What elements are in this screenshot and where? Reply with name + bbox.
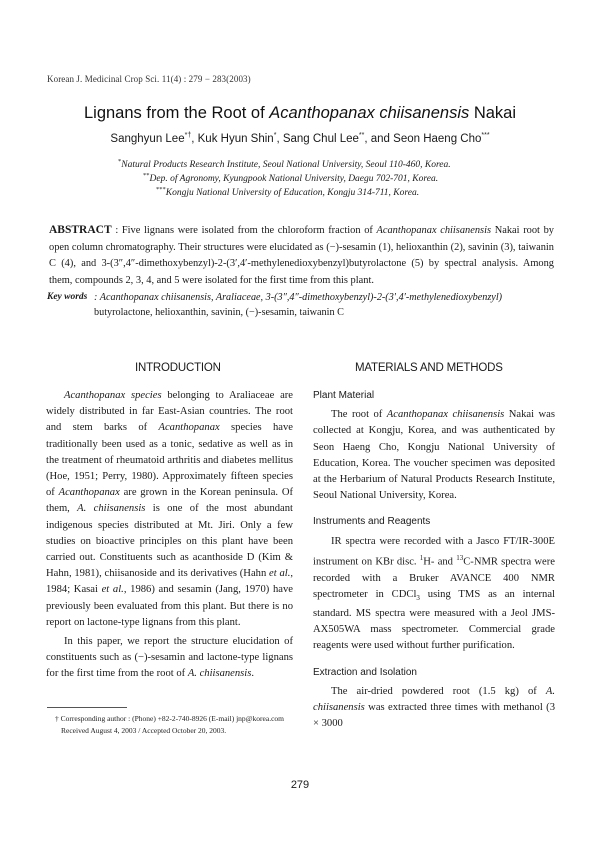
keywords-line <box>47 305 557 320</box>
species-text: Acanthopanax chiisanensis <box>386 409 505 421</box>
footnote-received: Received August 4, 2003 / Accepted October 20, 2003. <box>61 726 227 735</box>
abstract-label: ABSTRACT <box>49 224 112 236</box>
body-text: belonging to Araliaceae are widely distributed in far East-Asian countries. The root and stem barks of <box>46 390 294 434</box>
paper-title <box>0 104 600 123</box>
extraction-paragraph <box>313 684 555 733</box>
affiliation <box>156 183 419 200</box>
italic-text: et al. <box>269 568 291 580</box>
right-column <box>313 388 555 733</box>
author-name: Kuk Hyun Shin <box>197 133 274 145</box>
keywords <box>47 289 557 320</box>
instruments-paragraph <box>313 534 555 655</box>
body-text: The air-dried powdered root (1.5 kg) of <box>331 685 546 697</box>
species-text: A. chiisanensis <box>313 685 555 714</box>
intro-paragraph <box>46 634 293 683</box>
section-heading-introduction: INTRODUCTION <box>135 362 221 374</box>
journal-citation: Korean J. Medicinal Crop Sci. 11(4) : 279 − 283(2003) <box>47 74 251 84</box>
body-text: . <box>251 668 255 680</box>
subsection-heading-instruments: Instruments and Reagents <box>313 516 431 528</box>
affiliation-mark: *** <box>156 186 166 193</box>
body-text: is one of the most abundant indigenous species distributed at Mt. Jiri. Only a few studies on bioactive principles on this plant have been carried out. Constituents such as acanthoside D (Kim & Hahn, 1981), chiisanoside and its derivatives (Hahn <box>46 503 293 580</box>
subscript: 3 <box>416 593 420 602</box>
author-separator: , and <box>364 133 394 145</box>
abstract <box>49 222 554 289</box>
author-separator: , <box>276 133 283 145</box>
author-mark: *** <box>481 132 490 139</box>
subsection-heading-plant-material: Plant Material <box>313 390 375 401</box>
species-text: A. chiisanensis <box>77 503 146 515</box>
body-text: using TMS as an internal standard. MS spectra were measured with a Jeol JMS-AX505WA mass spectrometer. Commercial grade reagents were used without further purification. <box>313 588 555 652</box>
title-prefix: Lignans from the Root of <box>83 104 270 122</box>
page-number: 279 <box>290 779 310 791</box>
spacer <box>313 504 555 514</box>
affiliation-mark: ** <box>143 172 150 179</box>
body-text: The root of <box>331 409 387 421</box>
author-mark: * <box>273 132 277 139</box>
keywords-line <box>47 290 557 305</box>
title-species: Acanthopanax chiisanensis <box>269 104 470 122</box>
species-text: Acanthopanax <box>58 487 120 499</box>
spacer <box>313 655 555 665</box>
affiliation-text: Natural Products Research Institute, Seoul National University, Seoul 110-460, Korea. <box>121 160 451 170</box>
body-text: IR spectra were recorded with a Jasco FT/IR-300E instrument on KBr disc. <box>313 535 555 568</box>
body-text: are grown in the Korean peninsula. Of them, <box>46 487 293 515</box>
subsection-heading-extraction: Extraction and Isolation <box>313 666 417 678</box>
author-separator: , <box>191 133 198 145</box>
body-text: was extracted three times with methanol (3 × 3000 <box>313 702 555 730</box>
author-name: Sanghyun Lee <box>110 133 185 145</box>
author-mark: *† <box>184 132 192 139</box>
keywords-text: butyrolactone, helioxanthin, savinin, (−)-sesamin, taiwanin C <box>94 307 344 318</box>
species-text: A. chiisanensis <box>187 668 252 680</box>
footnote-divider <box>47 707 127 708</box>
author-name: Sang Chul Lee <box>282 133 359 145</box>
affiliation-mark: * <box>118 158 122 165</box>
species-text: Acanthopanax <box>158 422 220 434</box>
left-column <box>46 388 293 683</box>
abstract-text: : Five lignans were isolated from the chloroform fraction of <box>111 225 377 236</box>
plant-paragraph <box>313 407 555 504</box>
footnote <box>55 713 284 737</box>
species-text: Acanthopanax species <box>64 390 162 401</box>
abstract-species: Acanthopanax chiisanensis <box>376 225 492 236</box>
body-text: Nakai was collected at Kongju, Korea, and was authenticated by Seon Haeng Cho, Kongju National University of Education, Korea. The voucher specimen was deposited at the Herbarium of Natural Products Research Institute, Seoul National University, Korea. <box>313 409 555 502</box>
abstract-text: Nakai root by open column chromatography. Their structures were elucidated as (−)-sesamin (1), helioxanthin (2), savinin (3), taiwanin C (4), and 3-(3″,4″-dimethoxybenzyl)-2-(3′,4′-methylenedioxybenzyl)butyrolactone (5) by spectral analysis. Among them, compounds 2, 3, 4, and 5 were isolated for the first time from this plant. <box>49 225 554 286</box>
section-heading-materials-methods: MATERIALS AND METHODS <box>355 362 503 374</box>
superscript: 1 <box>419 553 424 562</box>
body-text: , 1984; Kasai <box>46 568 293 596</box>
italic-text: et al. <box>101 584 124 596</box>
superscript: 13 <box>456 553 464 562</box>
author-mark: ** <box>358 132 365 139</box>
intro-paragraph <box>46 388 293 631</box>
body-text: species have traditionally been used as a tonic, sedative as well as in the treatment of rheumatoid arthritis and diabetes mellitus (Hoe, 1951; Perry, 1980). Approximately fifteen species of <box>46 422 294 499</box>
keywords-text: : Acanthopanax chiisanensis, Araliaceae, 3-(3″,4″-dimethoxybenzyl)-2-(3′,4′-methylenedioxybenzyl) <box>94 292 503 303</box>
body-text: In this paper, we report the structure elucidation of constituents such as (−)-sesamin and lactone-type lignans for the first time from the root of <box>46 636 293 680</box>
body-text: H- and <box>423 556 457 568</box>
keywords-label: Key words <box>47 292 88 302</box>
body-text: , 1986) and sesamin (Jang, 1970) have previously been evaluated from this plant. But there is no report on lactone-type lignans from this plant. <box>46 584 293 628</box>
affiliation-text: Kongju National University of Education, Kongju 314-711, Korea. <box>165 188 420 198</box>
title-suffix: Nakai <box>469 104 517 122</box>
footnote-corresponding: † Corresponding author : (Phone) +82-2-740-8926 (E-mail) jnp@korea.com <box>55 714 285 723</box>
body-text: C-NMR spectra were recorded with a Bruker AVANCE 400 NMR spectrometer in CDCl <box>313 556 555 600</box>
author-list <box>0 132 600 145</box>
author-name: Seon Haeng Cho <box>393 133 482 145</box>
affiliation-text: Dep. of Agronomy, Kyungpook National University, Daegu 702-701, Korea. <box>149 174 439 184</box>
